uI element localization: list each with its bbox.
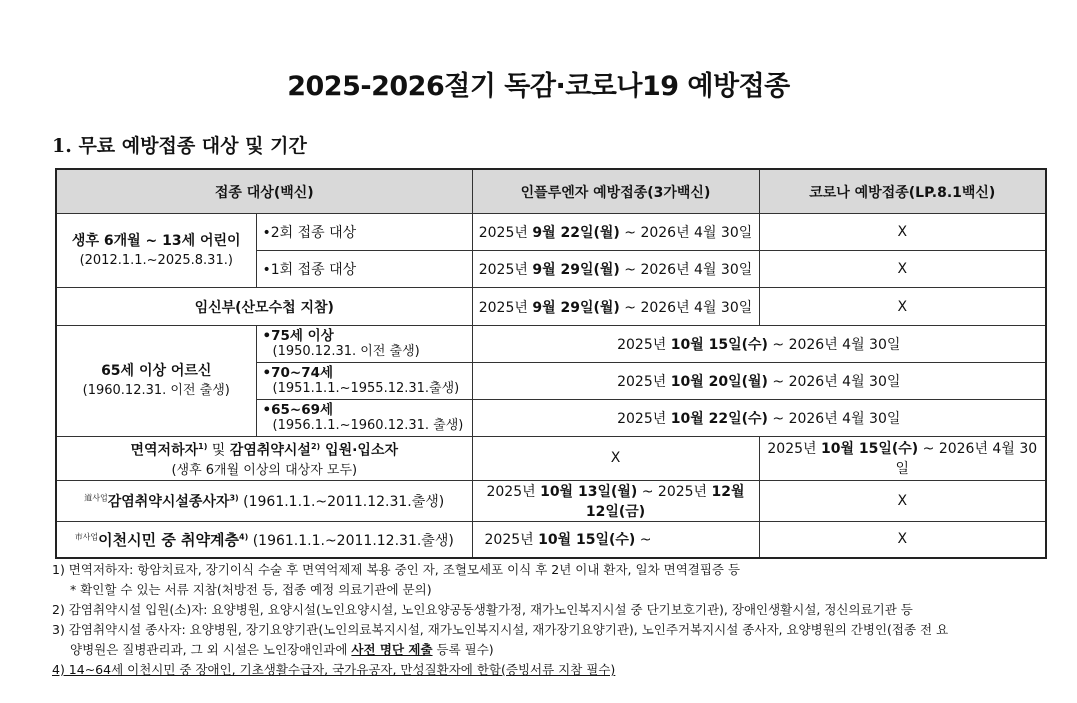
footnote-2: 2) 감염취약시설 입원(소)자: 요양병원, 요양시설(노인요양시설, 노인요양공동생활가정, 재가노인복지시설 중 단기보호기관), 장애인생활시설, 정신의료기관 등 <box>52 602 913 617</box>
child-group-name: 생후 6개월 ~ 13세 어린이 <box>71 232 241 249</box>
footnote-4: 4) 14~64세 이천시민 중 장애인, 기초생활수급자, 국가유공자, 만성질환자에 한함(증빙서류 지참 필수) <box>52 662 616 677</box>
elder-group-name: 65세 이상 어르신 <box>101 363 212 379</box>
elder-date-1: 2025년 10월 15일(수) ~ 2026년 4월 30일 <box>472 326 1046 363</box>
table-row <box>56 480 1046 521</box>
child-group-range: (2012.1.1.~2025.8.31.) <box>79 252 233 268</box>
elder-sub-1: •75세 이상 (1950.12.31. 이전 출생) <box>256 326 472 363</box>
child-sub-1: •2회 접종 대상 <box>256 214 472 251</box>
pregnant-flu: 2025년 9월 29일(월) ~ 2026년 4월 30일 <box>472 288 759 326</box>
elder-group-range: (1960.12.31. 이전 출생) <box>82 383 230 398</box>
vuln-covid: X <box>759 521 1046 558</box>
pregnant-covid: X <box>759 288 1046 326</box>
vuln-cell: $^{市사업}$이천시민 중 취약계층$^{4)}$ (1961.1.1.~2011.12.31.출생) <box>56 521 472 558</box>
elder-group-cell <box>56 326 256 437</box>
section-heading: 1. 무료 예방접종 대상 및 기간 <box>52 135 307 157</box>
child-group-cell <box>56 214 256 288</box>
worker-cell: $^{道사업}$감염취약시설종사자$^{3)}$ (1961.1.1.~2011.12.31.출생) <box>56 480 472 521</box>
immune-flu: X <box>472 437 759 481</box>
vuln-flu: 2025년 10월 15일(수) ~ <box>472 521 759 558</box>
elder-sub-3: •65~69세 (1956.1.1.~1960.12.31. 출생) <box>256 400 472 437</box>
child-covid-1: X <box>759 214 1046 251</box>
elder-sub-2: •70~74세 (1951.1.1.~1955.12.31.출생) <box>256 363 472 400</box>
header-flu: 인플루엔자 예방접종(3가백신) <box>472 169 759 214</box>
schedule-table <box>55 168 1047 559</box>
table-row <box>56 326 1046 363</box>
worker-flu: 2025년 10월 13일(월) ~ 2025년 12월 12일(금) <box>472 480 759 521</box>
footnote-3-cont: 양병원은 질병관리과, 그 외 시설은 노인장애인과에 사전 명단 제출 등록 필수) <box>70 642 494 657</box>
footnote-1-sub: * 확인할 수 있는 서류 지참(처방전 등, 접종 예정 의료기관에 문의) <box>70 582 432 597</box>
table-row <box>56 288 1046 326</box>
header-covid: 코로나 예방접종(LP.8.1백신) <box>759 169 1046 214</box>
table-row <box>56 521 1046 558</box>
child-flu-1: 2025년 9월 22일(월) ~ 2026년 4월 30일 <box>472 214 759 251</box>
footnote-1: 1) 면역저하자: 항암치료자, 장기이식 수술 후 면역억제제 복용 중인 자, 조혈모세포 이식 후 2년 이내 환자, 일차 면역결핍증 등 <box>52 562 741 577</box>
footnote-3: 3) 감염취약시설 종사자: 요양병원, 장기요양기관(노인의료복지시설, 재가노인복지시설, 재가장기요양기관), 노인주거복지시설 종사자, 요양병원의 간병인(접종 전 요 <box>52 622 949 637</box>
pregnant-cell: 임신부(산모수첩 지참) <box>56 288 472 326</box>
table-row <box>56 437 1046 481</box>
child-covid-2: X <box>759 251 1046 288</box>
footnotes <box>52 560 1062 680</box>
elder-date-3: 2025년 10월 22일(수) ~ 2026년 4월 30일 <box>472 400 1046 437</box>
worker-covid: X <box>759 480 1046 521</box>
header-target: 접종 대상(백신) <box>56 169 472 214</box>
immune-cell: 면역저하자$^{1)}$ 및 감염취약시설$^{2)}$ 입원·입소자 (생후 6개월 이상의 대상자 모두) <box>56 437 472 481</box>
page-title: 2025-2026절기 독감·코로나19 예방접종 <box>287 71 790 102</box>
immune-covid: 2025년 10월 15일(수) ~ 2026년 4월 30일 <box>759 437 1046 481</box>
elder-date-2: 2025년 10월 20일(월) ~ 2026년 4월 30일 <box>472 363 1046 400</box>
child-flu-2: 2025년 9월 29일(월) ~ 2026년 4월 30일 <box>472 251 759 288</box>
child-sub-2: •1회 접종 대상 <box>256 251 472 288</box>
table-header-row <box>56 169 1046 214</box>
table-row <box>56 214 1046 251</box>
